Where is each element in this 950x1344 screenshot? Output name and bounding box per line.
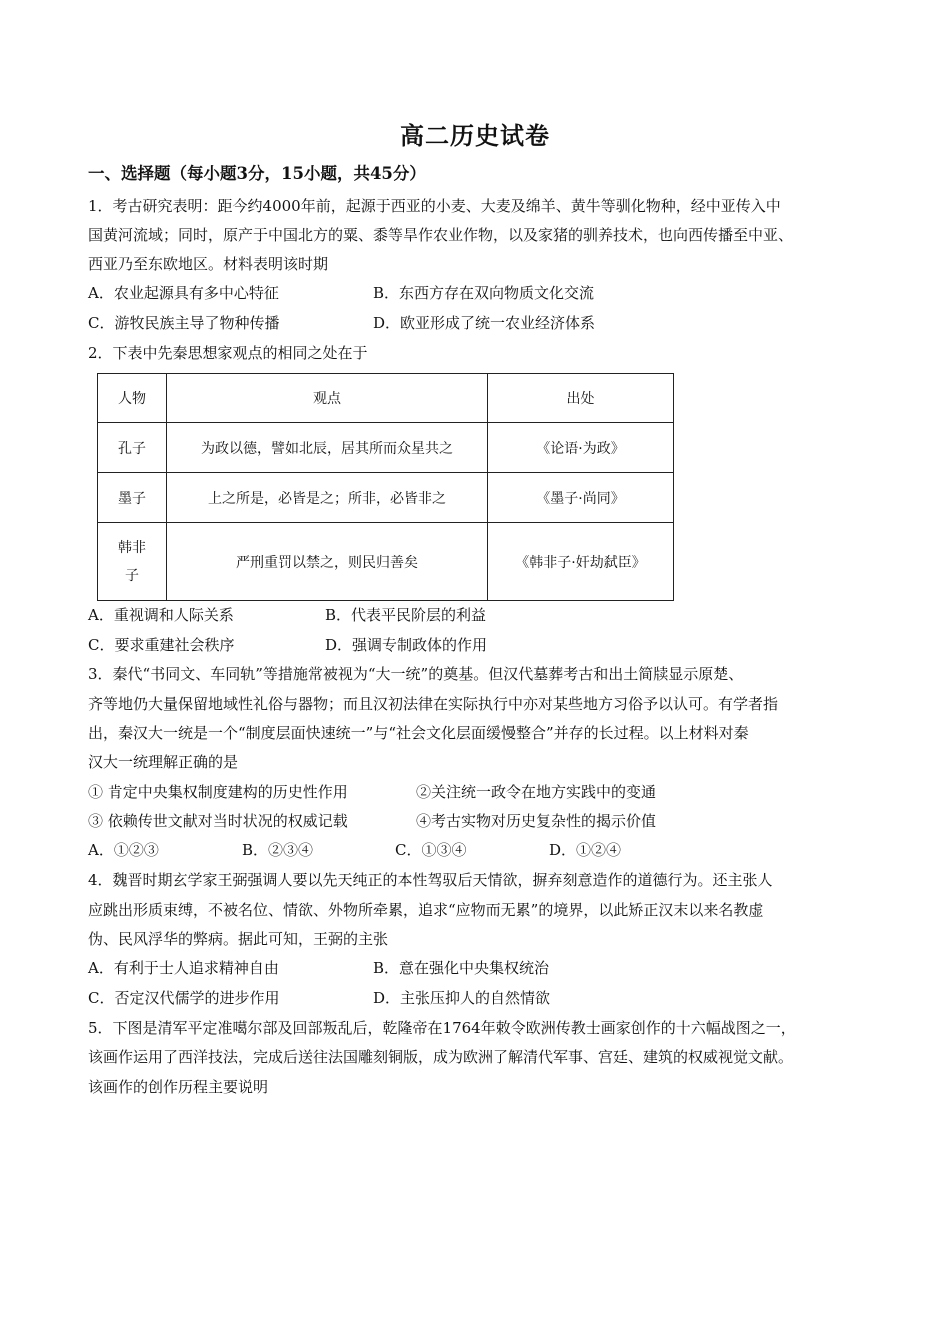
q3-line-1: 3．秦代“书同文、车同轨”等措施常被视为“大一统”的奠基。但汉代墓葬考古和出土简牍显示原楚、 [88,665,744,683]
table-header: 人物 [98,374,167,423]
q2-option-c: C．要求重建社会秩序 [88,636,235,654]
table-header-row [98,374,674,423]
table-cell-view: 严刑重罚以禁之，则民归善矣 [167,523,488,601]
page-title: 高二历史试卷 [400,121,550,150]
q4-line-3: 伪、民风浮华的弊病。据此可知，王弼的主张 [88,930,389,948]
q3-statement-1: ① 肯定中央集权制度建构的历史性作用 [88,783,348,801]
table-cell-view: 上之所是，必皆是之；所非，必皆非之 [167,473,488,523]
q2-option-d: D．强调专制政体的作用 [325,636,488,654]
q3-option-d: D．①②④ [549,841,622,859]
q2-option-b: B．代表平民阶层的利益 [325,606,487,624]
q3-line-2: 齐等地仍大量保留地域性礼俗与器物；而且汉初法律在实际执行中亦对某些地方习俗予以认可。有学者指 [88,695,779,713]
q3-option-b: B．②③④ [242,841,314,859]
q5-line-1: 5．下图是清军平定准噶尔部及回部叛乱后，乾隆帝在1764年敕令欧洲传教士画家创作的十六幅战图之一， [88,1019,796,1037]
q1-option-c: C．游牧民族主导了物种传播 [88,314,280,332]
q3-statement-2: ②关注统一政令在地方实践中的变通 [416,783,657,801]
table-cell-source: 《韩非子·奸劫弑臣》 [488,523,674,601]
q2-stem: 2．下表中先秦思想家观点的相同之处在于 [88,344,368,362]
q1-option-b: B．东西方存在双向物质文化交流 [373,284,595,302]
table-cell-person: 孔子 [98,423,167,473]
q4-option-a: A．有利于士人追求精神自由 [88,959,279,977]
q3-line-4: 汉大一统理解正确的是 [88,753,239,771]
table-cell-person-text: 韩非子 [118,539,146,584]
table-header: 观点 [167,374,488,423]
q3-option-c: C．①③④ [395,841,467,859]
table-header: 出处 [488,374,674,423]
q5-line-2: 该画作运用了西洋技法，完成后送往法国雕刻铜版，成为欧洲了解清代军事、宫廷、建筑的权威视觉文献。 [88,1048,794,1066]
table-row [98,523,674,601]
q1-option-d: D．欧亚形成了统一农业经济体系 [373,314,596,332]
q4-option-b: B．意在强化中央集权统治 [373,959,550,977]
table-cell-source: 《墨子·尚同》 [488,473,674,523]
q3-statement-3: ③ 依赖传世文献对当时状况的权威记载 [88,812,348,830]
q3-option-a: A．①②③ [88,841,159,859]
q2-option-a: A．重视调和人际关系 [88,606,234,624]
table-row [98,423,674,473]
q5-line-3: 该画作的创作历程主要说明 [88,1078,269,1096]
table-row [98,473,674,523]
q1-line-3: 西亚乃至东欧地区。材料表明该时期 [88,255,329,273]
table-cell-person: 墨子 [98,473,167,523]
q1-line-1: 1．考古研究表明：距今约4000年前，起源于西亚的小麦、大麦及绵羊、黄牛等驯化物种，经中亚传入中 [88,197,781,215]
q3-line-3: 出，秦汉大一统是一个“制度层面快速统一”与“社会文化层面缓慢整合”并存的长过程。以上材料对秦 [88,724,749,742]
table-cell-view: 为政以德，譬如北辰，居其所而众星共之 [167,423,488,473]
table-cell-source: 《论语·为政》 [488,423,674,473]
q3-statement-4: ④考古实物对历史复杂性的揭示价值 [416,812,657,830]
q4-option-d: D．主张压抑人的自然情欲 [373,989,551,1007]
thinkers-table [97,373,674,601]
q4-line-2: 应跳出形质束缚，不被名位、情欲、外物所牵累，追求“应物而无累”的境界，以此矫正汉末以来名教虚 [88,901,764,919]
q4-line-1: 4．魏晋时期玄学家王弼强调人要以先天纯正的本性驾驭后天情欲，摒弃刻意造作的道德行为。还主张人 [88,871,773,889]
q1-line-2: 国黄河流域；同时，原产于中国北方的粟、黍等旱作农业作物，以及家猪的驯养技术，也向西传播至中亚、 [88,226,794,244]
section-heading: 一、选择题（每小题3分，15小题，共45分） [88,164,426,183]
q4-option-c: C．否定汉代儒学的进步作用 [88,989,280,1007]
q1-option-a: A．农业起源具有多中心特征 [88,284,279,302]
table-cell-person [98,523,167,601]
